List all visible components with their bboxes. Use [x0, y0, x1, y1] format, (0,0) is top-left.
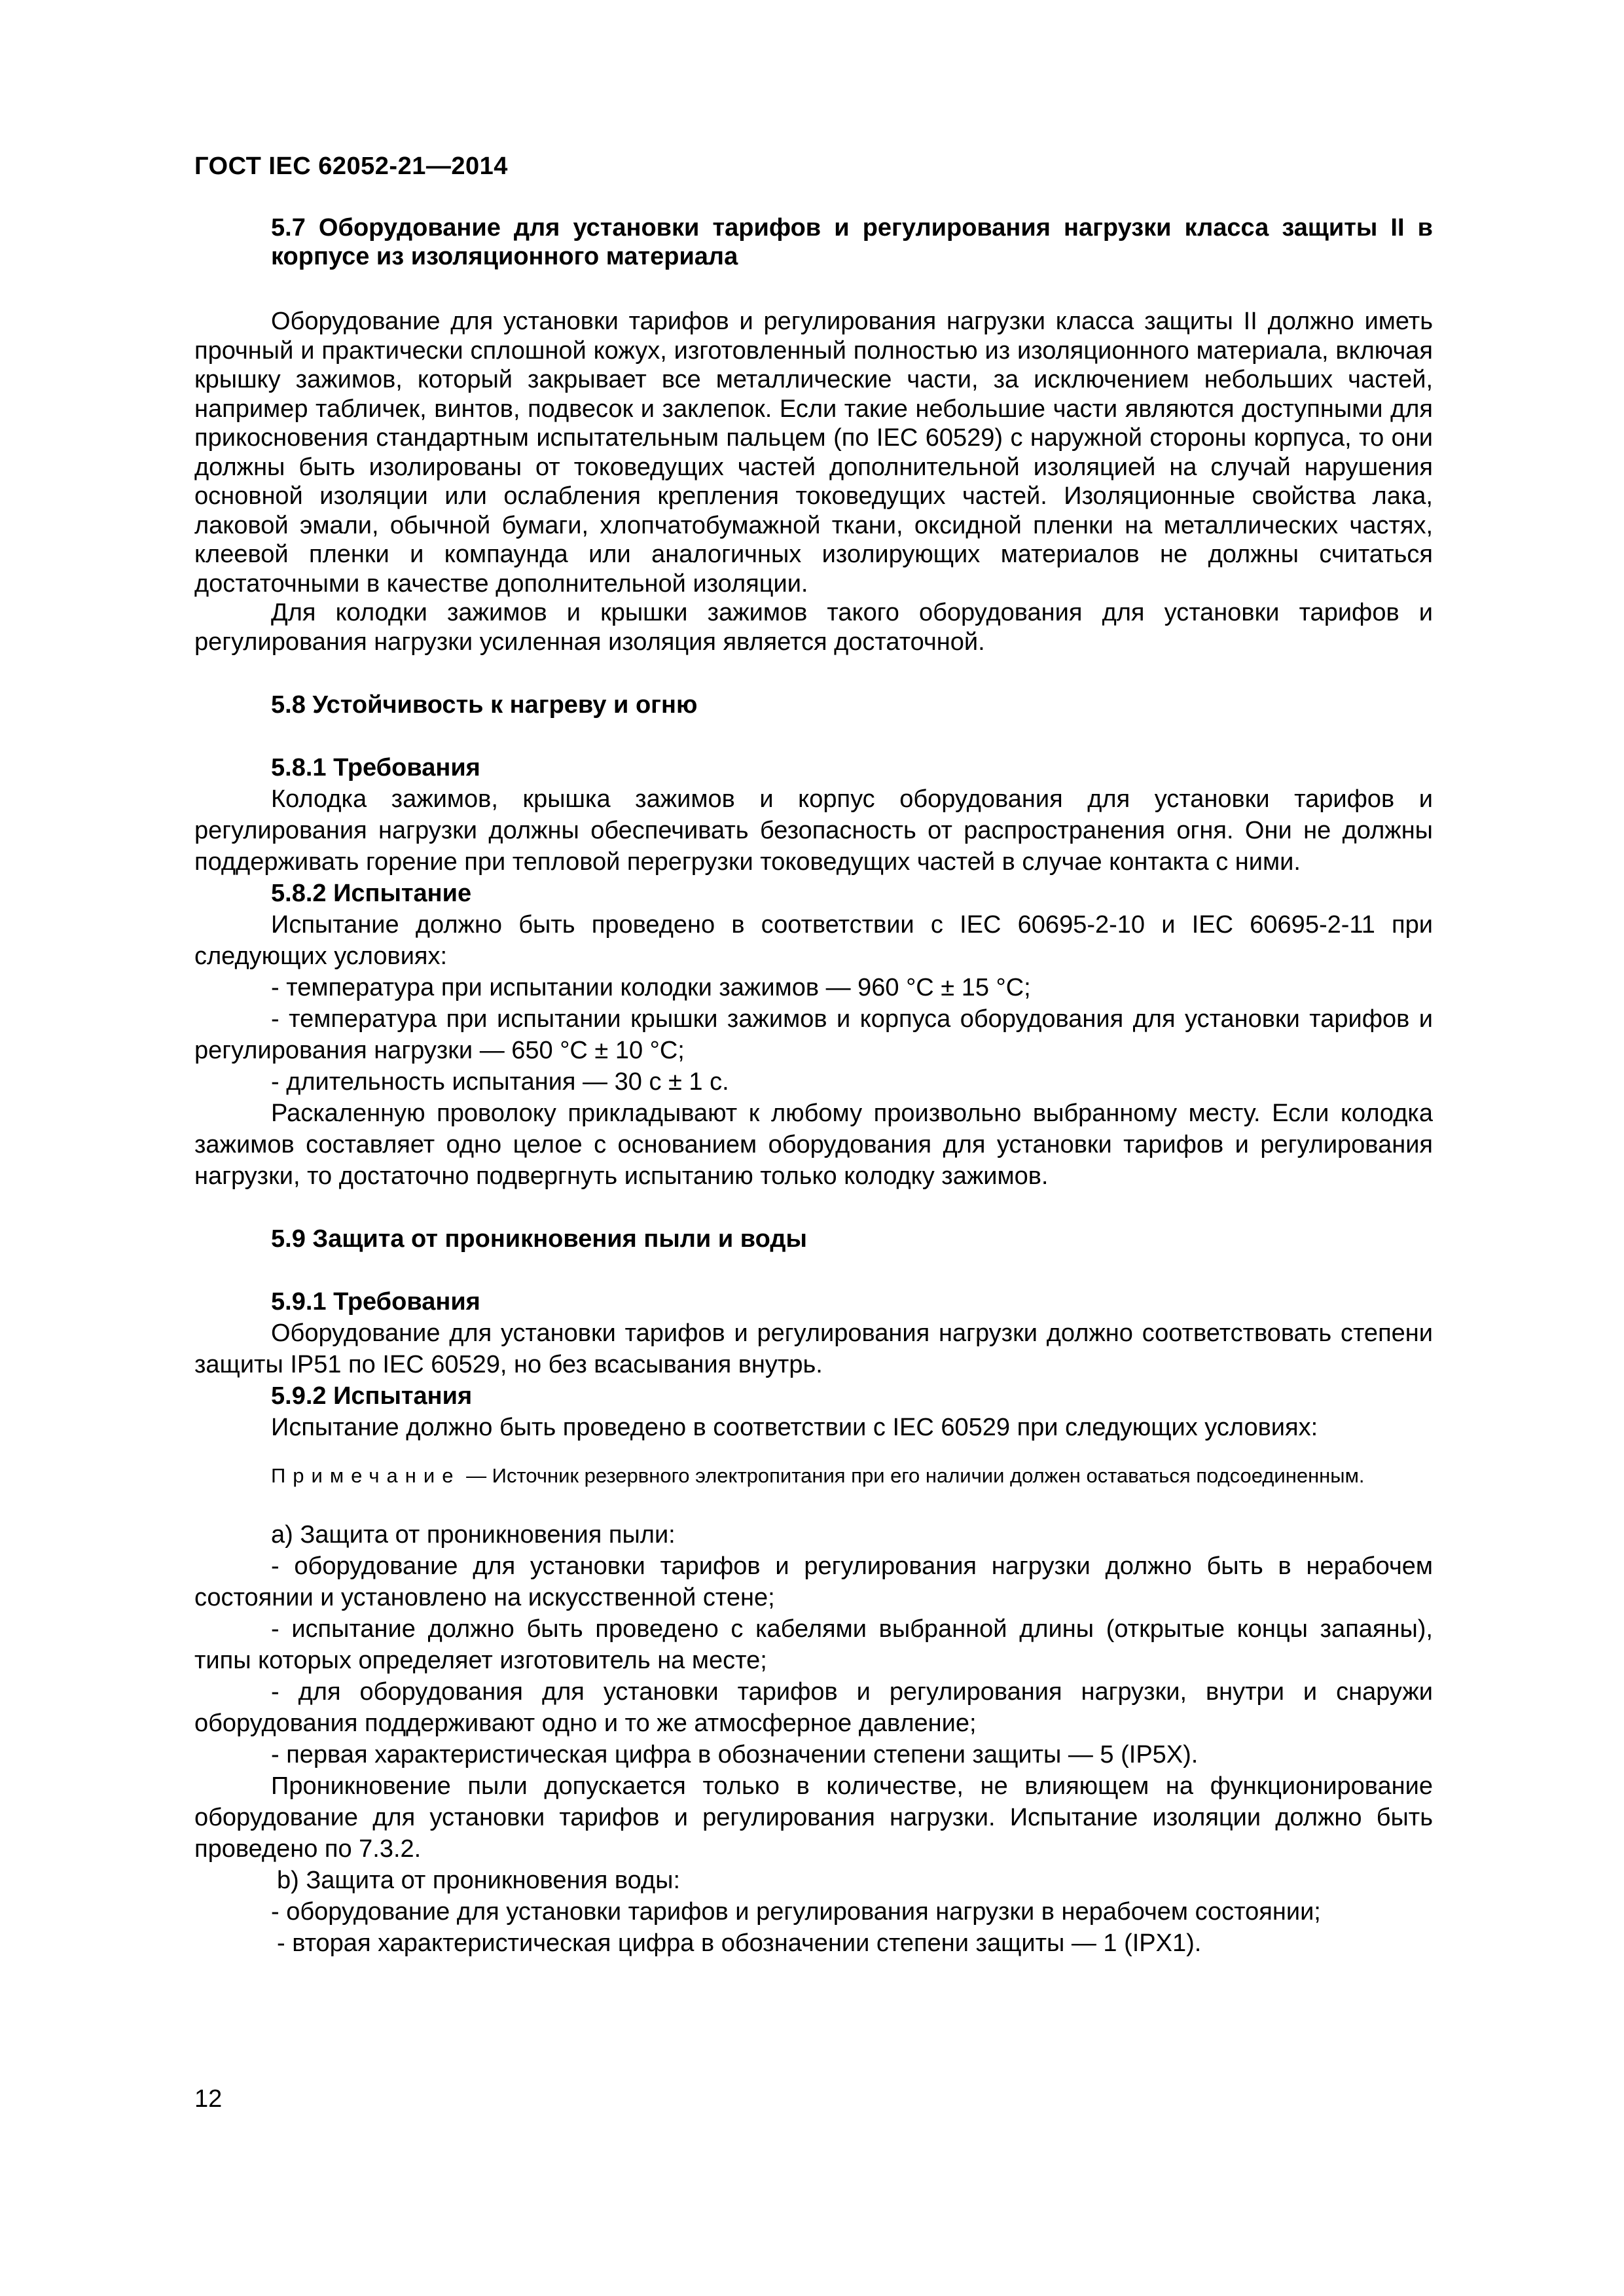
list-item: - испытание должно быть проведено с кабелями выбранной длины (открытые концы запаяны), типы которых определяет изготовитель на месте;: [194, 1615, 1433, 1674]
list-item: - первая характеристическая цифра в обозначении степени защиты — 5 (IP5X).: [271, 1741, 1199, 1768]
section-5-7-paragraph-2: Для колодки зажимов и крышки зажимов такого оборудования для установки тарифов и регулирования нагрузки усиленная изоляция является достаточной.: [194, 599, 1433, 656]
section-5-9-2-heading: 5.9.2 Испытания: [271, 1382, 473, 1410]
page-number: 12: [194, 2085, 223, 2113]
water-protection-title: b) Защита от проникновения воды:: [277, 1867, 680, 1894]
document-body: [194, 213, 1433, 1959]
list-item: - оборудование для установки тарифов и регулирования нагрузки должно быть в нерабочем состоянии и установлено на искусственной стене;: [194, 1552, 1433, 1611]
section-5-8-2-intro: Испытание должно быть проведено в соответствии с IEC 60695-2-10 и IEC 60695-2-11 при следующих условиях:: [194, 911, 1433, 970]
section-5-9-heading: 5.9 Защита от проникновения пыли и воды: [271, 1225, 807, 1253]
section-5-8-1-heading: 5.8.1 Требования: [271, 754, 480, 781]
section-5-9-1-text: Оборудование для установки тарифов и регулирования нагрузки должно соответствовать степени защиты IP51 по IEC 60529, но без всасывания внутрь.: [194, 1319, 1433, 1378]
note: [194, 1462, 1433, 1490]
list-item: - для оборудования для установки тарифов и регулирования нагрузки, внутри и снаружи оборудования поддерживают одно и то же атмосферное давление;: [194, 1678, 1433, 1737]
dust-protection-closing: Проникновение пыли допускается только в количестве, не влияющем на функционирование оборудование для установки тарифов и регулирования нагрузки. Испытание изоляции должно быть проведено по 7.3.2.: [194, 1772, 1433, 1863]
document-header: ГОСТ IEC 62052-21—2014: [194, 152, 508, 180]
list-item: - температура при испытании крышки зажимов и корпуса оборудования для установки тарифов и регулирования нагрузки — 650 °С ± 10 °С;: [194, 1005, 1433, 1064]
section-5-8-heading: 5.8 Устойчивость к нагреву и огню: [271, 691, 698, 719]
list-item: - вторая характеристическая цифра в обозначении степени защиты — 1 (IPX1).: [277, 1929, 1202, 1957]
list-item: - температура при испытании колодки зажимов — 960 °С ± 15 °С;: [271, 974, 1031, 1001]
section-5-9-2-intro: Испытание должно быть проведено в соответствии с IEC 60529 при следующих условиях:: [271, 1414, 1318, 1441]
dust-protection-title: а) Защита от проникновения пыли:: [271, 1521, 676, 1549]
note-label: Примечание: [271, 1464, 461, 1487]
section-5-8-1-text: Колодка зажимов, крышка зажимов и корпус оборудования для установки тарифов и регулирования нагрузки должны обеспечивать безопасность от распространения огня. Они не должны поддерживать горение при тепловой перегрузки токоведущих частей в случае контакта с ними.: [194, 785, 1433, 876]
section-5-7-paragraph-1: Оборудование для установки тарифов и регулирования нагрузки класса защиты II должно иметь прочный и практически сплошной кожух, изготовленный полностью из изоляционного материала, включая крышку зажимов, который закрывает все металлические части, за исключением небольших частей, например табличек, винтов, подвесок и заклепок. Если такие небольшие части являются доступными для прикосновения стандартным испытательным пальцем (по IEC 60529) с наружной стороны корпуса, то они должны быть изолированы от токоведущих частей дополнительной изоляцией на случай нарушения основной изоляции или ослабления крепления токоведущих частей. Изоляционные свойства лака, лаковой эмали, обычной бумаги, хлопчатобумажной ткани, оксидной пленки на металлических частях, клеевой пленки и компаунда или аналогичных изолирующих материалов не должны считаться достаточными в качестве дополнительной изоляции.: [194, 308, 1433, 598]
section-5-9-1-heading: 5.9.1 Требования: [271, 1288, 480, 1316]
section-5-8-2-closing: Раскаленную проволоку прикладывают к любому произвольно выбранному месту. Если колодка зажимов составляет одно целое с основанием оборудования для установки тарифов и регулирования нагрузки, то достаточно подвергнуть испытанию только колодку зажимов.: [194, 1100, 1433, 1190]
note-text: — Источник резервного электропитания при его наличии должен оставаться подсоединенным.: [466, 1464, 1365, 1487]
list-item: - оборудование для установки тарифов и регулирования нагрузки в нерабочем состоянии;: [271, 1898, 1321, 1926]
list-item: - длительность испытания — 30 с ± 1 с.: [271, 1068, 729, 1096]
section-5-7-heading: 5.7 Оборудование для установки тарифов и регулирования нагрузки класса защиты II в корпусе из изоляционного материала: [271, 214, 1433, 270]
section-5-8-2-heading: 5.8.2 Испытание: [271, 880, 472, 907]
